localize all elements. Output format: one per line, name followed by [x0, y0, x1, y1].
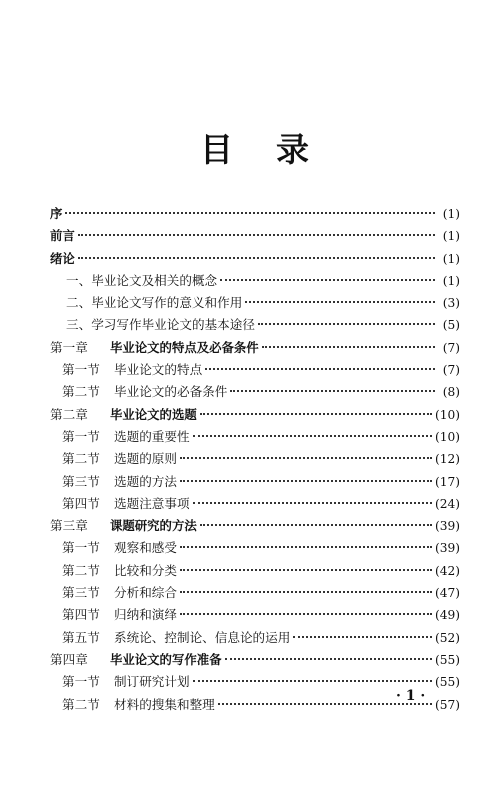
title-char-2: 录: [276, 130, 309, 169]
toc-entry-number: 第四节: [62, 495, 100, 511]
dot-leader: [225, 644, 432, 660]
toc-entry-page: (39): [434, 519, 460, 534]
dot-leader: [245, 287, 435, 303]
toc-entry-page: (7): [442, 363, 460, 378]
toc-entry-number: 第三章: [50, 518, 88, 534]
toc-entry-number: 第四节: [62, 607, 100, 623]
toc-entry-page: (1): [442, 229, 460, 244]
toc-entry-label: 毕业论文的特点及必备条件: [110, 339, 259, 355]
dot-leader: [258, 309, 435, 325]
toc-entry-label: 制订研究计划: [114, 674, 190, 690]
toc-entry-label: 选题注意事项: [114, 495, 190, 511]
dot-leader: [193, 488, 432, 504]
toc-entry-number: 第一章: [50, 339, 88, 355]
toc-entry-page: (5): [442, 318, 460, 333]
toc-entry-number: 第二节: [62, 384, 100, 400]
toc-entry-page: (24): [434, 496, 460, 511]
dot-leader: [262, 332, 435, 348]
toc-entry-page: (3): [442, 296, 460, 311]
toc-entry-label: 选题的方法: [114, 473, 177, 489]
dot-leader: [200, 510, 432, 526]
toc-entry-number: 第二节: [62, 451, 100, 467]
toc-entry-label: 毕业论文的选题: [110, 406, 197, 422]
toc-entry-number: 第二章: [50, 406, 88, 422]
toc-entry-label: 前言: [50, 228, 75, 244]
dot-leader: [220, 265, 435, 281]
toc-entry-number: 第一节: [62, 540, 100, 556]
dot-leader: [180, 466, 432, 482]
dot-leader: [293, 622, 432, 638]
toc-entry-page: (7): [442, 340, 460, 355]
toc-entry-number: 第二节: [62, 696, 100, 712]
toc-entry-label: 比较和分类: [114, 562, 177, 578]
toc-entry-label: 选题的重要性: [114, 428, 190, 444]
toc-entry-number: 第一节: [62, 428, 100, 444]
toc-entry-label: 毕业论文的必备条件: [114, 384, 228, 400]
toc-entry-number: 第一节: [62, 362, 100, 378]
dot-leader: [180, 555, 432, 571]
toc-entry-page: (39): [434, 541, 460, 556]
toc-entry-page: (49): [434, 608, 460, 623]
page-title: [0, 128, 504, 178]
toc-entry-page: (55): [434, 675, 460, 690]
dot-leader: [205, 354, 435, 370]
dot-leader: [193, 666, 432, 682]
toc-entry-label: 一、毕业论文及相关的概念: [66, 272, 218, 288]
toc-entry-label: 归纳和演绎: [114, 607, 177, 623]
toc-entry-page: (55): [434, 652, 460, 667]
page-number: · 1 ·: [396, 688, 426, 704]
dot-leader: [180, 532, 432, 548]
toc-entry-page: (57): [434, 697, 460, 712]
toc-entry-number: 第五节: [62, 629, 100, 645]
toc-entry-label: 二、毕业论文写作的意义和作用: [66, 295, 243, 311]
toc-entry-label: 选题的原则: [114, 451, 177, 467]
toc-entry-page: (12): [434, 452, 460, 467]
dot-leader: [180, 443, 432, 459]
table-of-contents: [50, 202, 460, 715]
toc-entry-number: 第一节: [62, 674, 100, 690]
toc-entry-page: (1): [442, 251, 460, 266]
toc-entry-page: (47): [434, 586, 460, 601]
toc-entry-page: (1): [442, 207, 460, 221]
toc-entry-page: (10): [434, 429, 460, 444]
toc-entry-page: (17): [434, 474, 460, 489]
toc-entry-label: 毕业论文的特点: [114, 362, 203, 378]
toc-entry-number: 第四章: [50, 651, 88, 667]
toc-entry-page: (1): [442, 273, 460, 288]
toc-entry-label: 毕业论文的写作准备: [110, 651, 222, 667]
dot-leader: [193, 421, 432, 437]
toc-entry-label: 观察和感受: [114, 540, 177, 556]
title-char-1: 目: [200, 130, 233, 169]
dot-leader: [78, 243, 435, 259]
toc-entry-page: (8): [442, 385, 460, 400]
toc-entry-label: 课题研究的方法: [110, 518, 197, 534]
toc-entry-label: 三、学习写作毕业论文的基本途径: [66, 317, 255, 333]
dot-leader: [78, 220, 435, 236]
toc-entry-page: (10): [434, 407, 460, 422]
dot-leader: [180, 577, 432, 593]
dot-leader: [180, 599, 432, 615]
toc-entry-page: (52): [434, 630, 460, 645]
toc-entry-number: 第三节: [62, 585, 100, 601]
dot-leader: [65, 198, 435, 214]
dot-leader: [230, 376, 435, 392]
toc-entry-label: 分析和综合: [114, 585, 177, 601]
toc-entry-page: (42): [434, 563, 460, 578]
toc-entry-label: 序: [50, 206, 63, 221]
toc-entry-label: 系统论、控制论、信息论的运用: [114, 629, 291, 645]
toc-entry-label: 绪论: [50, 250, 75, 266]
toc-entry-number: 第三节: [62, 473, 100, 489]
dot-leader: [200, 399, 432, 415]
toc-entry-label: 材料的搜集和整理: [114, 696, 215, 712]
toc-entry-number: 第二节: [62, 562, 100, 578]
